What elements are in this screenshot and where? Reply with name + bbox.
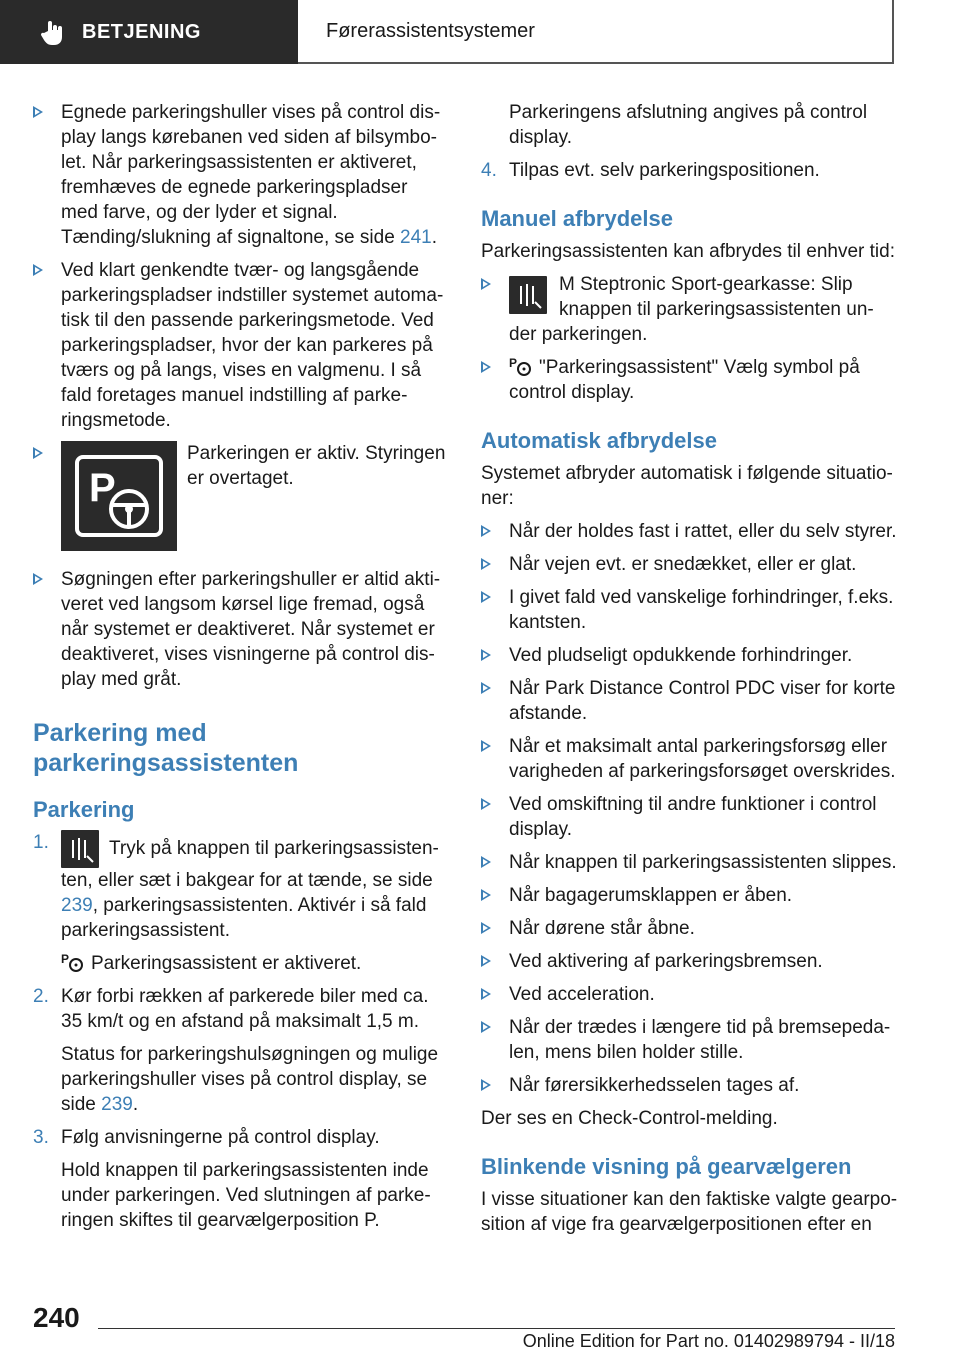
step-number: 2. bbox=[33, 986, 49, 1007]
right-column bbox=[481, 100, 901, 1245]
triangle-bullet-icon bbox=[481, 740, 491, 752]
list-item bbox=[481, 676, 901, 726]
list-item bbox=[33, 567, 448, 692]
page-link[interactable]: 241 bbox=[400, 227, 432, 248]
subsection-heading: Blinkende visning på gearvælgeren bbox=[481, 1154, 852, 1179]
list-item bbox=[33, 441, 448, 559]
chapter-label: Førerassistentsystemer bbox=[326, 19, 535, 42]
list-item bbox=[481, 883, 901, 908]
bullet-text: Ved omskiftning til andre funktioner i control display. bbox=[509, 794, 877, 840]
left-column bbox=[33, 100, 448, 1241]
subsection-heading: Parkering bbox=[33, 797, 135, 822]
list-item bbox=[481, 355, 901, 405]
bullet-text: Når førersikkerhedsselen tages af. bbox=[509, 1075, 800, 1096]
bullet-text: Når dørene står åbne. bbox=[509, 918, 695, 939]
step-number: 1. bbox=[33, 832, 49, 853]
list-item bbox=[481, 916, 901, 941]
step-note bbox=[33, 951, 448, 976]
triangle-bullet-icon bbox=[481, 361, 491, 373]
hand-icon bbox=[38, 17, 68, 47]
page-header bbox=[0, 0, 960, 66]
bullet-text: Ved aktivering af parkeringsbremsen. bbox=[509, 951, 823, 972]
triangle-bullet-icon bbox=[481, 558, 491, 570]
list-item bbox=[481, 272, 901, 347]
bullet-text: Når der holdes fast i rattet, eller du selv styrer. bbox=[509, 521, 897, 542]
list-item bbox=[481, 585, 901, 635]
triangle-bullet-icon bbox=[33, 106, 43, 118]
bullet-text: Parkeringen er aktiv. Styringen er overtaget. bbox=[187, 443, 446, 489]
bullet-text: Når bagagerumsklappen er åben. bbox=[509, 885, 793, 906]
bullet-text: Egnede parkeringshuller vises på control dis-play langs kørebanen ved siden af bilsymbo-let. Når parkeringsassistenten er aktiveret, fremhæves de egnede parkeringspladser med farve, og der lyder et signal. Tænding/slukning af signaltone, se side bbox=[61, 102, 441, 248]
step-number: 3. bbox=[33, 1127, 49, 1148]
bullet-text: Ved pludseligt opdukkende forhindringer. bbox=[509, 645, 853, 666]
step-note-text: Parkeringsassistent er aktiveret. bbox=[91, 953, 362, 974]
list-item bbox=[481, 1073, 901, 1098]
list-item bbox=[481, 643, 901, 668]
step-item bbox=[33, 984, 448, 1034]
list-item bbox=[481, 982, 901, 1007]
parking-steering-glyph bbox=[71, 451, 167, 541]
page-link[interactable]: 239 bbox=[101, 1094, 133, 1115]
section-tab bbox=[0, 0, 298, 64]
step-note-text: Parkeringens afslutning angives på control display. bbox=[509, 102, 868, 148]
list-item bbox=[481, 850, 901, 875]
svg-text:P: P bbox=[89, 466, 116, 510]
subsection-heading: Manuel afbrydelse bbox=[481, 206, 673, 231]
step-note-text: Status for parkeringshulsøgningen og mulige parkeringshuller vises på control display, se side bbox=[61, 1044, 439, 1115]
triangle-bullet-icon bbox=[481, 525, 491, 537]
bullet-text: Når der trædes i længere tid på bremsepeda-len, mens bilen holder stille. bbox=[509, 1017, 891, 1063]
bullet-text: Når et maksimalt antal parkeringsforsøg eller varigheden af parkeringsforsøget overskrides. bbox=[509, 736, 896, 782]
triangle-bullet-icon bbox=[481, 278, 491, 290]
step-text: Tryk på knappen til parkeringsassisten-ten, eller sæt i bakgear for at tænde, se side bbox=[61, 838, 439, 891]
step-note-end: . bbox=[132, 1094, 139, 1115]
list-item bbox=[33, 258, 448, 433]
triangle-bullet-icon bbox=[481, 1021, 491, 1033]
section-heading: Parkering med parkeringsassistenten bbox=[33, 719, 299, 777]
triangle-bullet-icon bbox=[481, 856, 491, 868]
triangle-bullet-icon bbox=[481, 889, 491, 901]
list-item bbox=[481, 792, 901, 842]
bullet-text: M Steptronic Sport-gearkasse: Slip knappen til parkeringsassistenten un-der parkeringen. bbox=[509, 274, 874, 345]
footer-rule bbox=[98, 1328, 895, 1329]
page-number: 240 bbox=[33, 1302, 80, 1333]
step-text: Kør forbi rækken af parkerede biler med ca. 35 km/t og en afstand på maksimalt 1,5 m. bbox=[61, 986, 429, 1032]
bullet-text: Ved klart genkendte tvær- og langsgående parkeringspladser indstiller systemet automa-tisk til den passende parkeringsmetode. Ved parkeringspladser, hvor der kan parkeres på tværs og på langs, vises en valgmenu. I så fald foretages manuel indstilling af parke-ringsmetode. bbox=[61, 260, 444, 431]
section-label: BETJENING bbox=[82, 20, 201, 43]
paragraph: Der ses en Check-Control-melding. bbox=[481, 1108, 778, 1129]
subsection-heading: Automatisk afbrydelse bbox=[481, 428, 717, 453]
triangle-bullet-icon bbox=[481, 955, 491, 967]
auto-cancel-list bbox=[481, 519, 901, 1098]
triangle-bullet-icon bbox=[481, 649, 491, 661]
triangle-bullet-icon bbox=[33, 573, 43, 585]
bullet-text: I givet fald ved vanskelige forhindringer, f.eks. kantsten. bbox=[509, 587, 894, 633]
parking-steering-icon bbox=[61, 441, 177, 551]
step-item bbox=[33, 830, 448, 943]
bullet-text-end: . bbox=[431, 227, 438, 248]
list-item bbox=[33, 100, 448, 250]
triangle-bullet-icon bbox=[481, 1079, 491, 1091]
bullet-text: "Parkeringsassistent" Vælg symbol på control display. bbox=[509, 357, 860, 403]
chapter-tab bbox=[312, 0, 894, 64]
bullet-text: Når Park Distance Control PDC viser for korte afstande. bbox=[509, 678, 896, 724]
bullet-text: Når vejen evt. er snedækket, eller er glat. bbox=[509, 554, 857, 575]
step-text: Følg anvisningerne på control display. bbox=[61, 1127, 380, 1148]
step-note-text: Hold knappen til parkeringsassistenten inde under parkeringen. Ved slutningen af parke-ringen skiftes til gearvælgerposition P. bbox=[61, 1160, 431, 1231]
triangle-bullet-icon bbox=[481, 682, 491, 694]
step-number: 4. bbox=[481, 160, 497, 181]
paragraph: I visse situationer kan den faktiske valgte gearpo-sition af vige fra gearvælgerpositionen efter en bbox=[481, 1189, 898, 1235]
step-note bbox=[33, 1042, 448, 1117]
paragraph: Systemet afbryder automatisk i følgende situatio-ner: bbox=[481, 463, 893, 509]
parking-assist-button-icon bbox=[61, 830, 99, 868]
parking-assist-button-icon bbox=[509, 276, 547, 314]
list-item bbox=[481, 734, 901, 784]
step-note bbox=[33, 1158, 448, 1233]
list-item bbox=[481, 949, 901, 974]
step-text: Tilpas evt. selv parkeringspositionen. bbox=[509, 160, 820, 181]
step-note bbox=[481, 100, 901, 150]
triangle-bullet-icon bbox=[33, 264, 43, 276]
triangle-bullet-icon bbox=[481, 798, 491, 810]
edition-note: Online Edition for Part no. 01402989794 - II/18 bbox=[522, 1331, 895, 1351]
list-item bbox=[481, 1015, 901, 1065]
bullet-text: Søgningen efter parkeringshuller er altid akti-veret ved langsom kørsel lige fremad, også når systemet er deaktiveret. Når systemet er deaktiveret, vises visningerne på control dis-play med gråt. bbox=[61, 569, 441, 690]
svg-text:P: P bbox=[61, 952, 70, 966]
step-item bbox=[33, 1125, 448, 1150]
triangle-bullet-icon bbox=[33, 447, 43, 459]
triangle-bullet-icon bbox=[481, 591, 491, 603]
parking-assist-symbol-icon bbox=[509, 355, 533, 377]
step-item bbox=[481, 158, 901, 183]
page-link[interactable]: 239 bbox=[61, 895, 93, 916]
triangle-bullet-icon bbox=[481, 922, 491, 934]
paragraph: Parkeringsassistenten kan afbrydes til enhver tid: bbox=[481, 241, 895, 262]
step-text-end: , parkeringsassistenten. Aktivér i så fald parkeringsassistent. bbox=[61, 895, 427, 941]
triangle-bullet-icon bbox=[481, 988, 491, 1000]
list-item bbox=[481, 552, 901, 577]
bullet-text: Ved acceleration. bbox=[509, 984, 655, 1005]
bullet-text: Når knappen til parkeringsassistenten slippes. bbox=[509, 852, 897, 873]
list-item bbox=[481, 519, 901, 544]
svg-text:P: P bbox=[509, 356, 518, 370]
parking-assist-active-icon bbox=[61, 951, 85, 973]
